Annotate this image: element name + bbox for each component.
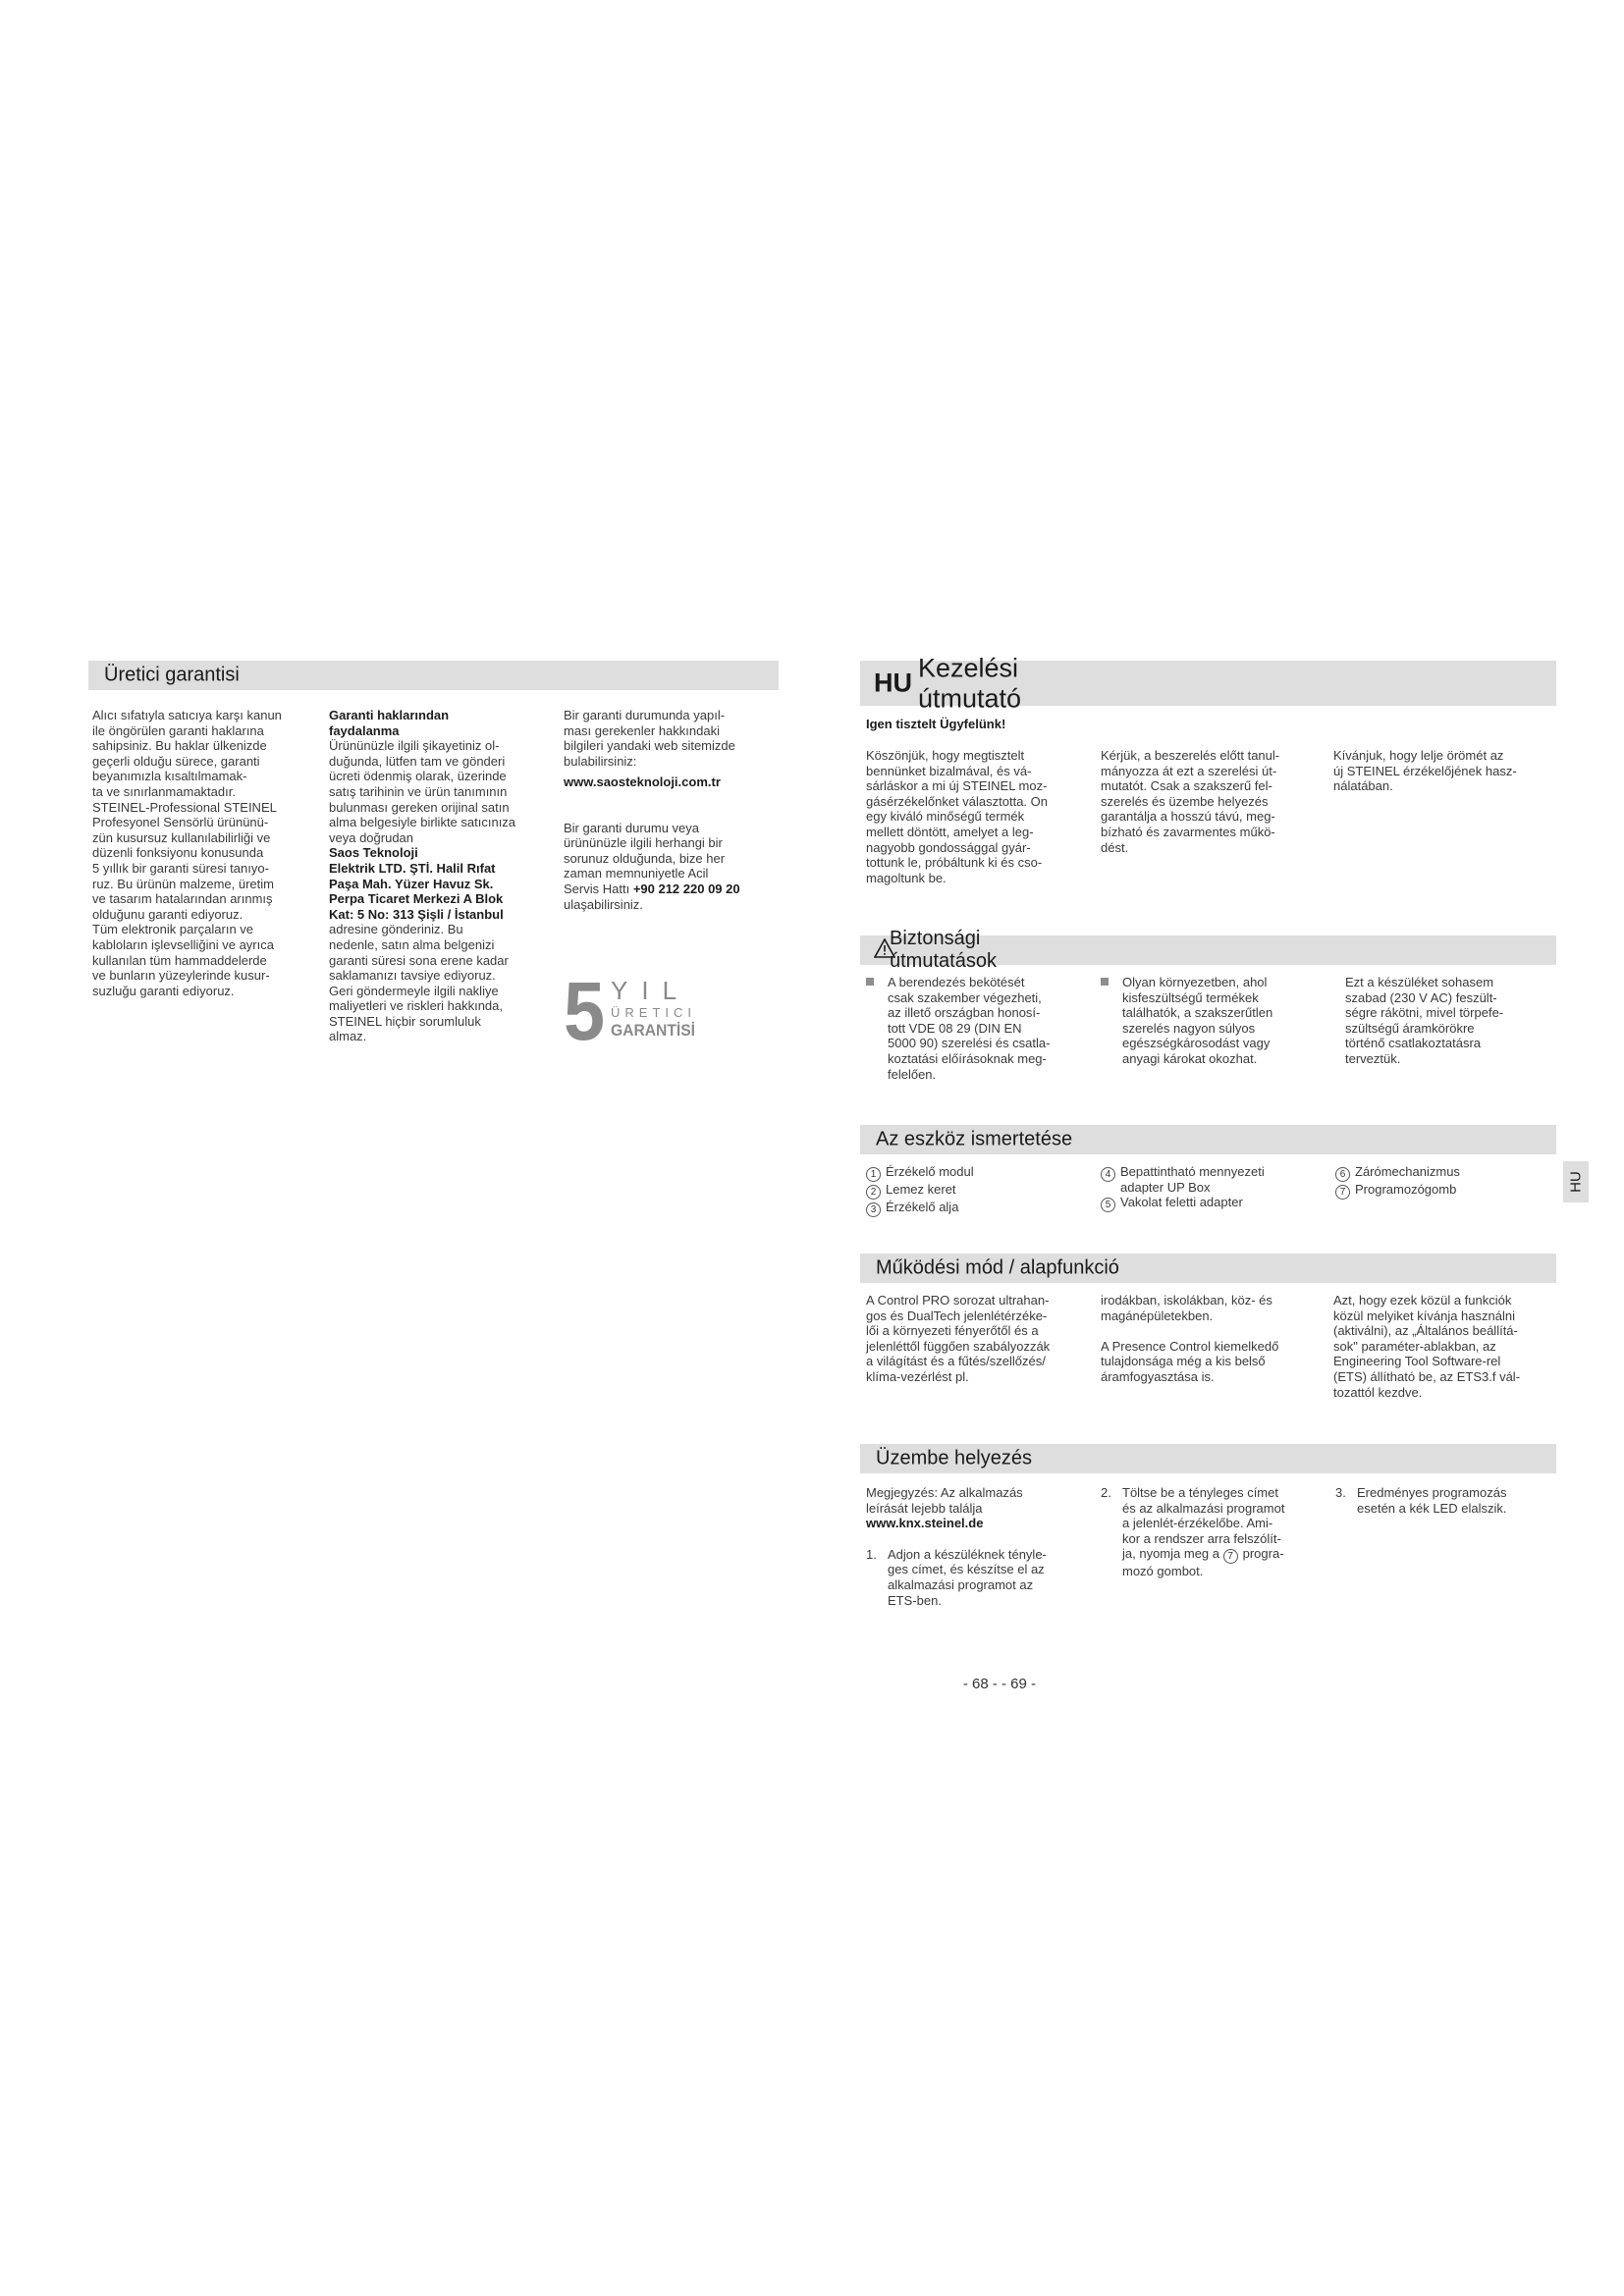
tr-paragraph: Alıcı sıfatıyla satıcıya karşı kanun ile öngörülen garanti haklarına sahipsiniz. Bu haklar ülkenizde geçerli olduğu sürece, garanti beyanımızla kısaltılmamak- ta ve sınırlanmamaktadır. STEINEL-Professional STEINEL Profesyonel Sensörlü ürününü- zün kusursuz kullanılabilirliği ve düzenli fonksiyonu konusunda 5 yıllık bir garanti süresi tanıyo- ruz. Bu ürünün malzeme, üretim ve tasarım hatalarından arınmış olduğunu garanti ediyoruz. Tüm elektronik parçaların ve kabloların işlevselliğini ve ayrıca kullanılan tüm hammaddelerde ve bunların yüzeylerinde kusur- suzluğu garanti ediyoruz. bbox=[92, 708, 282, 998]
knx-website-link[interactable]: www.knx.steinel.de bbox=[866, 1516, 984, 1531]
mode-col-2: irodákban, iskolákban, köz- és magánépületekben. A Presence Control kiemelkedő tulajdonsága még a kis belső áramfogyasztása is. bbox=[1101, 1293, 1279, 1384]
language-code: HU bbox=[874, 667, 912, 698]
section-heading-device: Az eszköz ismertetése bbox=[860, 1125, 1556, 1154]
device-item: 5 Vakolat feletti adapter bbox=[1101, 1195, 1326, 1212]
tr-paragraph: adresine gönderiniz. Bu nedenle, satın alma belgenizi garanti süresi sona erene kadar saklamanızı tavsiye ediyoruz. Geri göndermeyle ilgili nakliye maliyetleri ve riskleri hakkında, STEINEL hiçbir sorumluluk almaz. bbox=[329, 922, 509, 1044]
manual-title: Kezelési útmutató bbox=[918, 653, 1022, 713]
tr-column-2 bbox=[329, 708, 545, 1044]
tr-paragraph: Bir garanti durumunda yapıl- ması gerekenler hakkındaki bilgileri yandaki web sitemizde bulabilirsiniz: bbox=[564, 708, 735, 769]
setup-col-2 bbox=[1101, 1485, 1326, 1579]
tr-paragraph: Bir garanti durumu veya ürününüzle ilgili herhangi bir sorunuz olduğunda, bize her zaman memnuniyetle Acil Servis Hattı +90 212 220 09 20 ulaşabilirsiniz. bbox=[564, 820, 740, 912]
hu-intro-col-2: Kérjük, a beszerelés előtt tanul- mányozza át ezt a szerelési út- mutatót. Csak a szakszerű fel- szerelés és üzembe helyezés garantálja a hosszú távú, meg- bízható és zavarmentes műkö- dést. bbox=[1101, 748, 1280, 855]
logo-yil: YIL bbox=[611, 976, 691, 1005]
section-heading-uretici-garantisi: Üretici garantisi bbox=[88, 661, 779, 690]
device-item: 4 Bepattintható mennyezeti adapter UP Box bbox=[1101, 1164, 1326, 1195]
hu-intro-col-1: Köszönjük, hogy megtisztelt bennünket bizalmával, és vá- sárláskor a mi új STEINEL moz- gásérzékelőnket választotta. On egy kiváló minőségű termék mellett döntött, amelyet a leg- nagyobb gondossággal gyár- tottunk le, próbáltunk ki és cso- magoltunk be. bbox=[866, 748, 1048, 885]
mode-col-1: A Control PRO sorozat ultrahan- gos és DualTech jelenlétérzéke- lői a környezeti fényerőtől és a jelenléttől függően szabályozzák a világítást és a fűtés/szellőzés/ klíma-vezérlést pl. bbox=[866, 1293, 1051, 1384]
tr-phone-number: +90 212 220 09 20 bbox=[632, 881, 740, 896]
safety-heading-label: Biztonsági útmutatások bbox=[890, 928, 997, 972]
circled-number: 7 bbox=[1223, 1549, 1238, 1564]
safety-item-2: Olyan környezetben, ahol kisfeszültségű termékek találhatók, a szakszerűtlen szerelés nagyon súlyos egészségkárosodást vagy anyagi károkat okozhat. bbox=[1101, 975, 1326, 1067]
device-item: 7 Programozógomb bbox=[1335, 1182, 1551, 1200]
device-item: 6 Zárómechanizmus bbox=[1335, 1164, 1551, 1182]
setup-col-1: Megjegyzés: Az alkalmazás leírását lejebb találja www.knx.steinel.de 1. Adjon a készüléknek tényle- ges címet, és készítse el az alkalmazási programot az ETS-ben. bbox=[866, 1485, 1092, 1608]
tr-company-address: Saos Teknoloji Elektrik LTD. ŞTİ. Halil Rıfat Paşa Mah. Yüzer Havuz Sk. Perpa Ticaret Merkezi A Blok Kat: 5 No: 313 Şişli / İstanbul bbox=[329, 845, 504, 922]
five-year-warranty-logo bbox=[564, 965, 701, 1057]
hu-intro-col-3: Kívánjuk, hogy lelje örömét az új STEINEL érzékelőjének hasz- nálatában. bbox=[1333, 748, 1517, 794]
logo-number: 5 bbox=[564, 965, 606, 1057]
device-item: 3 Érzékelő alja bbox=[866, 1200, 1092, 1217]
tr-paragraph: Ürününüzle ilgili şikayetiniz ol- duğunda, lütfen tam ve gönderi ücreti ödenmiş olarak, üzerinde satış tarihinin ve ürün tanımının bulunması gereken orijinal satın alma belgesiyle birlikte satıcınıza veya doğrudan bbox=[329, 738, 516, 845]
device-item: 1 Érzékelő modul bbox=[866, 1164, 1092, 1182]
mode-col-3: Azt, hogy ezek közül a funkciók közül melyiket kívánja használni (aktiválni), az „Általános beállítá- sok" paraméter-ablakban, az Engineering Tool Software-rel (ETS) állítható be, az ETS3.f vál- tozattól kezdve. bbox=[1333, 1293, 1521, 1400]
safety-note: Ezt a készüléket sohasem szabad (230 V AC) feszült- ségre rákötni, mivel törpefe- szültségű áramkörökre történő csatlakoztatásra terveztük. bbox=[1345, 975, 1504, 1066]
tr-subheading: Garanti haklarından faydalanma bbox=[329, 708, 450, 738]
tr-column-3 bbox=[564, 708, 785, 912]
device-list-col-2 bbox=[1101, 1164, 1326, 1212]
section-heading-operation-mode: Működési mód / alapfunkció bbox=[860, 1254, 1556, 1283]
logo-garantisi: GARANTİSİ bbox=[611, 1021, 696, 1040]
device-list-col-3 bbox=[1335, 1164, 1551, 1200]
tr-website-link[interactable]: www.saosteknoloji.com.tr bbox=[564, 774, 721, 790]
logo-uretici: ÜRETICI bbox=[611, 1005, 696, 1020]
setup-step-2: 2. Töltse be a tényleges címet és az alkalmazási programot a jelenlét-érzékelőbe. Ami- kor a rendszer arra felszólít- ja, nyomja meg a 7 progra- mozó gombot. bbox=[1101, 1485, 1285, 1579]
safety-item-1: A berendezés bekötését csak szakember végezheti, az illető országban honosí- tott VDE 08 29 (DIN EN 5000 90) szerelési és csatla- koztatási előírásoknak meg- felelően. bbox=[866, 975, 1092, 1082]
section-heading-safety bbox=[860, 928, 1556, 972]
manual-title-bar bbox=[860, 653, 1556, 713]
hu-greeting: Igen tisztelt Ügyfelünk! bbox=[866, 717, 1006, 731]
setup-step-1: 1. Adjon a készüléknek tényle- ges címet, és készítse el az alkalmazási programot az ETS-ben. bbox=[866, 1546, 1047, 1608]
setup-step-3: 3. Eredményes programozás esetén a kék LED elalszik. bbox=[1335, 1485, 1507, 1516]
bullet-icon bbox=[866, 978, 874, 986]
spacer bbox=[866, 1531, 1092, 1547]
tr-column-1 bbox=[92, 708, 314, 998]
device-item: 2 Lemez keret bbox=[866, 1182, 1092, 1200]
bullet-icon bbox=[1101, 978, 1109, 986]
spacer bbox=[564, 790, 785, 805]
page-numbers: - 68 - - 69 - bbox=[962, 1676, 1036, 1692]
section-heading-setup: Üzembe helyezés bbox=[860, 1444, 1556, 1473]
setup-col-3 bbox=[1335, 1485, 1556, 1516]
language-side-tab: HU bbox=[1563, 1161, 1589, 1202]
device-list-col-1 bbox=[866, 1164, 1092, 1217]
